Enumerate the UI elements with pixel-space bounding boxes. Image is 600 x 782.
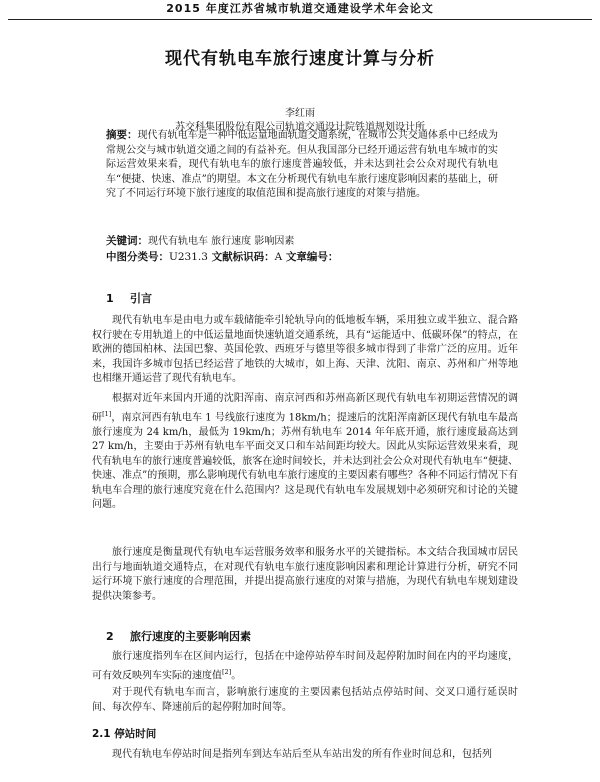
clc-label: 中图分类号： — [106, 251, 169, 263]
doc-code-label: 文献标识码： — [211, 251, 275, 263]
section-2-title: 旅行速度的主要影响因素 — [130, 630, 251, 643]
clc-value: U231.3 — [169, 251, 208, 263]
section-2-number: 2 — [106, 630, 114, 643]
keywords — [106, 232, 506, 248]
abstract-text: 现代有轨电车是一种中低运量地面轨道交通系统，在城市公共交通体系中已经成为常规公交与城市轨道交通之间的有益补充。但从我国部分已经开通运营有轨电车城市的实际运营效果来看，现代有轨电车的旅行速度普遍较低，并未达到社会公众对现代有轨电车“便捷、快速、准点”的期望。本文在分析现代有轨电车旅行速度影响因素的基础上，研究了不同运行环境下旅行速度的取值范围和提高旅行速度的对策与措施。 — [106, 130, 499, 200]
section-2-paragraph-1 — [92, 650, 518, 684]
section-2-1-heading: 2.1 停站时间 — [92, 728, 157, 740]
abstract — [106, 128, 498, 202]
doc-code-value: A — [274, 251, 283, 263]
section-2-heading — [106, 628, 251, 644]
s2p1-text-a: 旅行速度指列车在区间内运行，包括在中途停站停车时间及起停附加时间在内的平均速度，可有效反映列车实际的速度值 — [92, 651, 518, 681]
affiliation: 苏交科集团股份有限公司轨道交通设计院铁道规划设计所 — [175, 122, 425, 133]
para2-text-b: ，南京河西有轨电车 1 号线旅行速度为 18km/h；提速后的沈阳浑南新区现代有轨电车最高旅行速度为 24 km/h，最低为 19km/h；苏州有轨电车 2014 年年底开通，旅行速度最高达到 27 km/h，主要由于苏州有轨电车平面交叉口和车站间距均较大。因此从实际运营效果来看，现代有轨电车的旅行速度普遍较低，旅客在途时间较长，并未达到社会公众对现代有轨电车“便捷、快速、准点”的预期，那么影响现代有轨电车旅行速度的主要因素有哪些？各种不同运行情况下有轨电车合理的旅行速度究竟在什么范围内？这是现代有轨电车发展规划中必须研究和讨论的关键问题。 — [92, 411, 518, 511]
abstract-label: 摘要： — [106, 129, 138, 141]
section-1-heading — [106, 290, 152, 306]
section-1-number: 1 — [106, 292, 114, 305]
s2p1-text-b: 。 — [231, 669, 242, 681]
para2-text-a: 根据对近年来国内开通的沈阳浑南、南京河西和苏州高新区现代有轨电车初期运营情况的调研 — [92, 393, 518, 423]
keywords-label: 关键词： — [106, 235, 148, 247]
section-2-1-paragraph-1: 现代有轨电车停站时间是指列车到达车站后至从车站出发的所有作业时间总和，包括列 — [112, 749, 492, 760]
citation-2: [2] — [222, 667, 232, 676]
author: 李红雨 — [285, 108, 315, 119]
paper-title: 现代有轨电车旅行速度计算与分析 — [165, 49, 435, 69]
section-1-paragraph-1: 现代有轨电车是由电力或车载储能牵引轮轨导向的低地板车辆，采用独立或半独立、混合路权行驶在专用轨道上的中低运量地面快速轨道交通系统，具有“运能适中、低碳环保”的特点，在欧洲的德国柏林、法国巴黎、英国伦敦、西班牙与德里等很多城市得到了非常广泛的应用。近年来，我国许多城市包括已经运营了地铁的大城市，如上海、天津、沈阳、南京、苏州和广州等地也相继开通运营了现代有轨电车。 — [92, 315, 518, 385]
section-1-title: 引言 — [130, 292, 152, 305]
section-1-paragraph-2 — [92, 392, 518, 513]
section-2-paragraph-2: 对于现代有轨电车而言，影响旅行速度的主要因素包括站点停站时间、交叉口通行延误时间、每次停车、降速前后的起停附加时间等。 — [92, 687, 518, 713]
section-1-paragraph-3: 旅行速度是衡量现代有轨电车运营服务效率和服务水平的关键指标。本文结合我国城市居民出行与地面轨道交通特点，在对现代有轨电车旅行速度影响因素和理论计算进行分析，研究不同运行环境下旅行速度的合理范围，并提出提高旅行速度的对策与措施，为现代有轨电车规划建设提供决策参考。 — [92, 547, 518, 602]
classification — [106, 249, 526, 264]
citation-1: [1] — [102, 409, 112, 418]
article-no-label: 文章编号： — [285, 251, 339, 263]
running-header: 2015 年度江苏省城市轨道交通建设学术年会论文 — [166, 2, 434, 15]
keywords-text: 现代有轨电车 旅行速度 影响因素 — [148, 236, 295, 247]
header-rule — [8, 19, 592, 20]
